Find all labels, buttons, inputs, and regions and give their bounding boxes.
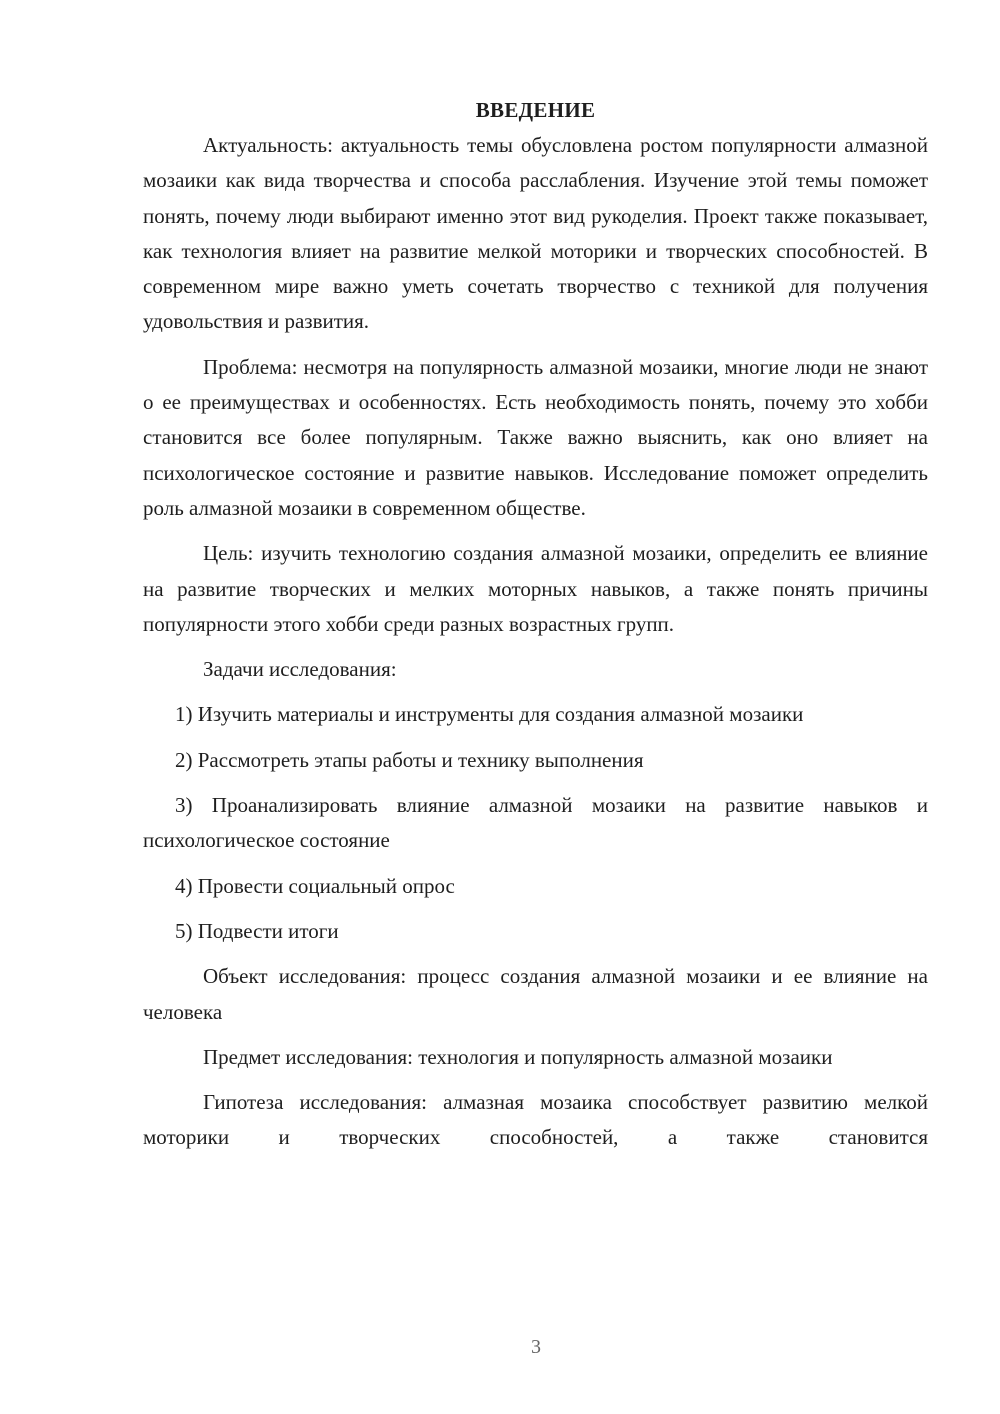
- task-item-2: 2) Рассмотреть этапы работы и технику выполнения: [175, 747, 644, 772]
- relevance-paragraph: Актуальность: актуальность темы обусловлена ростом популярности алмазной мозаики как вида творчества и способа расслабления. Изучение этой темы поможет понять, почему люди выбирают именно этот вид рукоделия. Проект также показывает, как технология влияет на развитие мелкой моторики и творческих способностей. В современном мире важно уметь сочетать творчество с техникой для получения удовольствия и развития.: [143, 133, 928, 334]
- object-paragraph: Объект исследования: процесс создания алмазной мозаики и ее влияние на человека: [143, 964, 928, 1024]
- task-item-3: 3) Проанализировать влияние алмазной мозаики на развитие навыков и психологическое состояние: [143, 793, 928, 853]
- hypothesis-paragraph: Гипотеза исследования: алмазная мозаика способствует развитию мелкой моторики и творческих способностей, а также становится: [143, 1090, 928, 1150]
- task-item-5: 5) Подвести итоги: [175, 918, 339, 943]
- page-title: ВВЕДЕНИЕ: [475, 98, 596, 122]
- problem-paragraph: Проблема: несмотря на популярность алмазной мозаики, многие люди не знают о ее преимуществах и особенностях. Есть необходимость понять, почему это хобби становится все более популярным. Также важно выяснить, как оно влияет на психологическое состояние и развитие навыков. Исследование поможет определить роль алмазной мозаики в современном обществе.: [143, 354, 928, 520]
- task-item-1: 1) Изучить материалы и инструменты для создания алмазной мозаики: [175, 702, 804, 727]
- page-body: [143, 93, 928, 1166]
- task-item-4: 4) Провести социальный опрос: [175, 873, 455, 898]
- goal-paragraph: Цель: изучить технологию создания алмазной мозаики, определить ее влияние на развитие творческих и мелких моторных навыков, а также понять причины популярности этого хобби среди разных возрастных групп.: [143, 541, 928, 636]
- subject-paragraph: Предмет исследования: технология и популярность алмазной мозаики: [203, 1044, 833, 1069]
- tasks-heading: Задачи исследования:: [203, 657, 397, 682]
- page-number: 3: [531, 1336, 541, 1358]
